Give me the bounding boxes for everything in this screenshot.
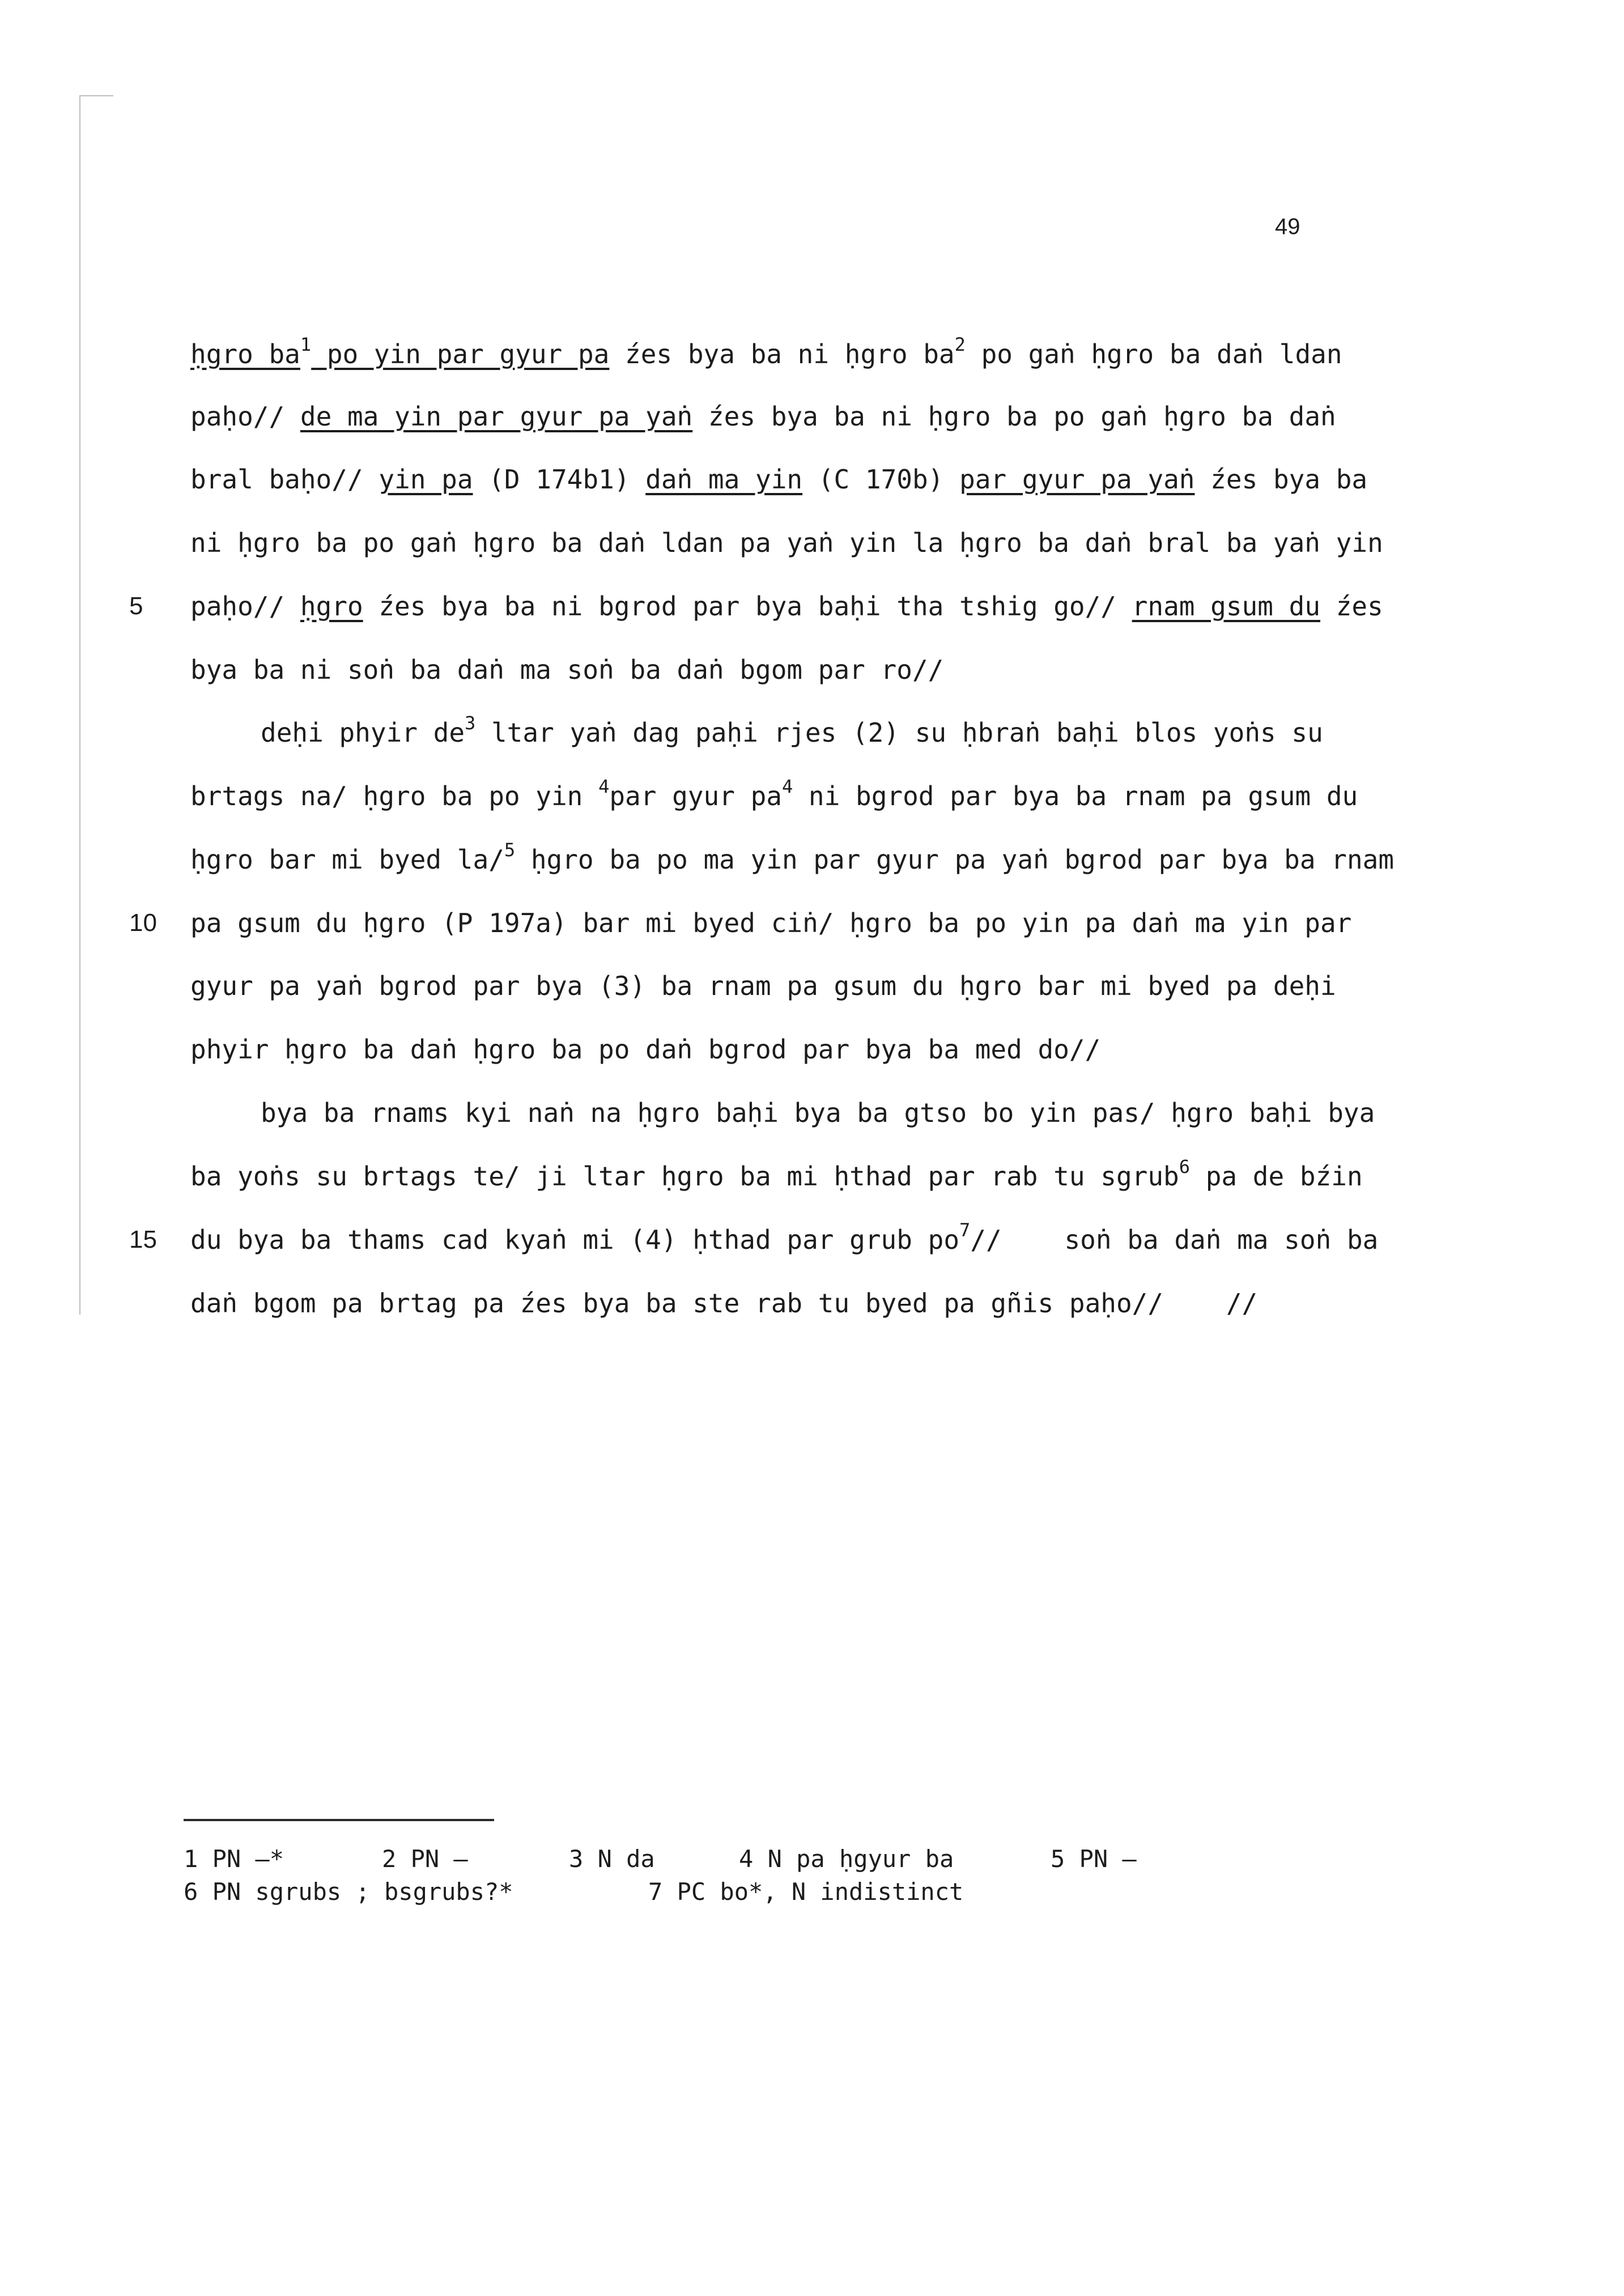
underlined-term: rnam gsum du [1132,591,1321,622]
text-span: phyir ḥgro ba daṅ ḥgro ba po daṅ bgrod par bya ba med do// [190,1034,1101,1065]
left-margin-rule [79,96,80,1315]
footnote-marker: 4 [598,776,610,797]
footnote-line-2 [184,1877,964,1966]
footnote-marker: 1 [300,334,312,355]
text-line-10 [190,906,1351,940]
page-number: 49 [1275,214,1300,239]
text-span: źes bya ba ni bgrod par bya baḥi tha tshig go// [363,591,1132,622]
underlined-term: par gyur pa yaṅ [959,464,1195,495]
text-line-1 [190,334,1342,371]
text-line-15 [190,1219,1379,1257]
text-span: pa de bźin [1190,1161,1363,1192]
text-line-9 [190,839,1395,877]
text-span: (D 174b1) [473,464,646,495]
underlined-term: de ma yin par gyur pa yaṅ [300,401,693,432]
text-span: du bya ba thams cad kyaṅ mi (4) ḥthad par grub po [190,1224,960,1255]
footnote-7: 7 PC bo*, N indistinct [648,1878,964,1906]
text-span: źes bya ba [1194,464,1368,495]
underlined-term: ḥgro ba [190,339,300,369]
footnote-rule [184,1819,494,1821]
footnote-1: 1 PN —* [184,1845,284,1873]
text-span: ni ḥgro ba po gaṅ ḥgro ba daṅ ldan pa yaṅ yin la ḥgro ba daṅ bral ba yaṅ yin [190,528,1383,558]
text-span: ni bgrod par bya ba rnam pa gsum du [793,781,1358,811]
underlined-term: daṅ ma yin [645,464,803,495]
footnote-3: 3 N da [569,1845,655,1873]
text-span: ba yoṅs su brtags te/ ji ltar ḥgro ba mi ḥthad par rab tu sgrub [190,1161,1179,1192]
footnote-marker: 4 [781,776,793,797]
footnote-5: 5 PN — [1051,1845,1137,1873]
text-span: pa gsum du ḥgro (P 197a) bar mi byed ciṅ/ ḥgro ba po yin pa daṅ ma yin par [190,908,1352,938]
text-span: ltar yaṅ dag paḥi rjes (2) su ḥbraṅ baḥi blos yoṅs su [475,717,1323,748]
footnote-6: 6 PN sgrubs ; bsgrubs?* [184,1878,513,1906]
text-line-6 [190,653,943,687]
footnote-marker: 3 [465,712,476,734]
line-number-5: 5 [129,592,143,620]
text-line-4 [190,526,1383,560]
underlined-term: po yin par gyur pa [311,339,610,369]
text-span: źes [1320,591,1383,622]
footnote-4: 4 N pa ḥgyur ba [739,1845,954,1873]
text-line-16 [190,1286,1257,1320]
text-line-13 [261,1096,1375,1130]
text-span: deḥi phyir de [261,717,465,748]
text-span: ḥgro bar mi byed la/ [190,844,504,875]
text-line-2 [190,399,1336,433]
text-line-3 [190,462,1367,496]
text-line-5 [190,589,1383,623]
text-span: // soṅ ba daṅ ma soṅ ba [970,1224,1379,1255]
underlined-term: ḥgro [300,591,363,622]
footnote-marker: 6 [1179,1156,1191,1177]
text-span: po gaṅ ḥgro ba daṅ ldan [965,339,1342,369]
text-span: par gyur pa [609,781,782,811]
text-line-11 [190,969,1336,1003]
text-span: (C 170b) [802,464,960,495]
text-line-14 [190,1156,1363,1193]
footnote-marker: 5 [504,839,516,861]
left-margin-tick [79,95,113,96]
footnote-marker: 2 [954,334,966,355]
text-span: ḥgro ba po ma yin par gyur pa yaṅ bgrod par bya ba rnam [515,844,1395,875]
text-line-8 [190,776,1358,813]
text-span: bral baḥo// [190,464,379,495]
text-span: paḥo// [190,591,300,622]
text-span: źes bya ba ni ḥgro ba [609,339,955,369]
text-span: daṅ bgom pa brtag pa źes bya ba ste rab tu byed pa gñis paḥo// // [190,1288,1258,1319]
underlined-term: yin pa [379,464,473,495]
text-span: bya ba ni soṅ ba daṅ ma soṅ ba daṅ bgom par ro// [190,654,944,685]
text-line-12 [190,1032,1100,1066]
text-span: bya ba rnams kyi naṅ na ḥgro baḥi bya ba gtso bo yin pas/ ḥgro baḥi bya [261,1098,1375,1128]
footnote-marker: 7 [959,1219,971,1241]
text-span: źes bya ba ni ḥgro ba po gaṅ ḥgro ba daṅ [692,401,1336,432]
footnote-2: 2 PN — [382,1845,468,1873]
text-line-7 [261,712,1323,750]
text-span: brtags na/ ḥgro ba po yin [190,781,599,811]
text-span: gyur pa yaṅ bgrod par bya (3) ba rnam pa gsum du ḥgro bar mi byed pa deḥi [190,971,1336,1001]
line-number-10: 10 [129,909,157,937]
text-span: paḥo// [190,401,300,432]
line-number-15: 15 [129,1226,157,1253]
